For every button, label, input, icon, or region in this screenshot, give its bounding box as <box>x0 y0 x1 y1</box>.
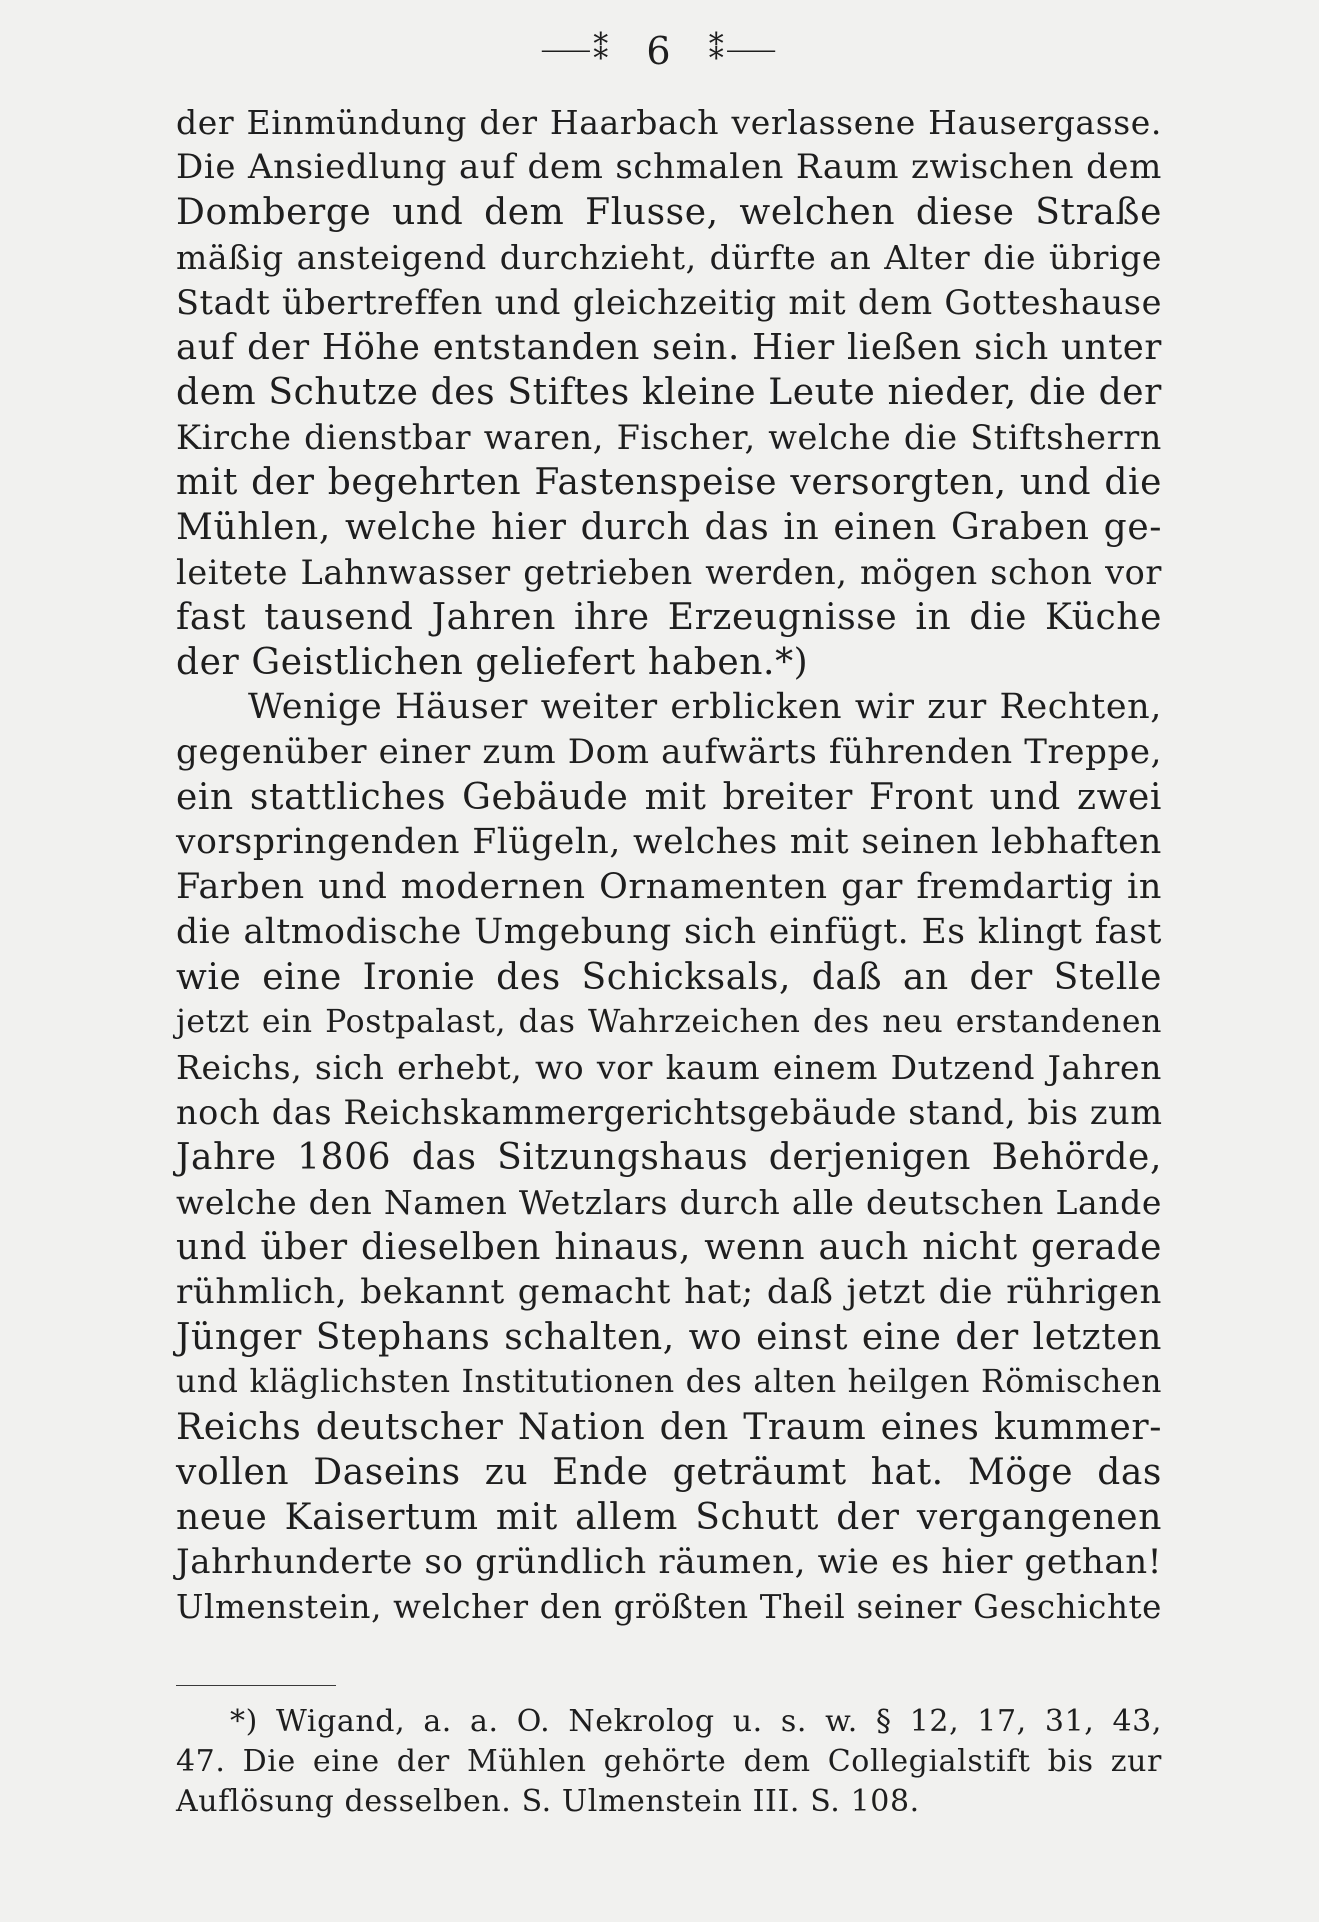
text-line: wie eine Ironie des Schicksals, daß an der Stelle <box>176 957 1162 998</box>
text-line: rühmlich, bekannt gemacht hat; daß jetzt die rührigen <box>176 1272 1162 1312</box>
text-line: ein stattliches Gebäude mit breiter Front und zwei <box>176 777 1162 818</box>
text-line: Wenige Häuser weiter erblicken wir zur Rechten, <box>248 687 1162 727</box>
text-line: leitete Lahnwasser getrieben werden, mögen schon vor <box>176 553 1162 592</box>
footnote-line: Auflösung desselben. S. Ulmenstein III. S. 108. <box>176 1784 920 1819</box>
text-line: Jünger Stephans schalten, wo einst eine der letzten <box>176 1317 1162 1358</box>
text-line: und kläglichsten Institutionen des alten heilgen Römischen <box>176 1364 1162 1400</box>
text-line: welche den Namen Wetzlars durch alle deutschen Lande <box>176 1183 1162 1222</box>
text-line: und über dieselben hinaus, wenn auch nicht gerade <box>176 1227 1162 1268</box>
text-line: auf der Höhe entstanden sein. Hier ließen sich unter <box>176 327 1162 368</box>
text-line: Jahre 1806 das Sitzungshaus derjenigen Behörde, <box>176 1137 1162 1178</box>
footnote <box>176 1702 1162 1822</box>
page-number: 6 <box>646 28 673 73</box>
text-line: Die Ansiedlung auf dem schmalen Raum zwischen dem <box>176 147 1162 187</box>
footnote-divider <box>176 1685 336 1686</box>
text-line: Reichs deutscher Nation den Traum eines kummer- <box>176 1407 1162 1448</box>
text-line: mäßig ansteigend durchzieht, dürfte an Alter die übrige <box>176 238 1162 277</box>
text-line: Domberge und dem Flusse, welchen diese Straße <box>176 192 1162 233</box>
header-ornament-left: ⸺⁑ <box>540 32 611 68</box>
text-line: jetzt ein Postpalast, das Wahrzeichen des neu erstandenen <box>176 1004 1162 1040</box>
footnote-line: *) Wigand, a. a. O. Nekrolog u. s. w. § 12, 17, 31, 43, <box>230 1704 1162 1739</box>
text-line: Stadt übertreffen und gleichzeitig mit dem Gotteshause <box>176 283 1162 322</box>
text-line: fast tausend Jahren ihre Erzeugnisse in die Küche <box>176 597 1162 638</box>
text-line: vorspringenden Flügeln, welches mit seinen lebhaften <box>176 822 1162 862</box>
text-line: dem Schutze des Stiftes kleine Leute nieder, die der <box>176 372 1162 413</box>
text-line: vollen Daseins zu Ende geträumt hat. Möge das <box>176 1452 1162 1493</box>
text-line: Reichs, sich erhebt, wo vor kaum einem Dutzend Jahren <box>176 1048 1162 1087</box>
text-line: die altmodische Umgebung sich einfügt. Es klingt fast <box>176 912 1162 952</box>
main-text <box>176 100 1162 1630</box>
footnote-line: 47. Die eine der Mühlen gehörte dem Collegialstift bis zur <box>176 1744 1162 1779</box>
text-line: neue Kaisertum mit allem Schutt der vergangenen <box>176 1497 1162 1538</box>
text-line: Farben und modernen Ornamenten gar fremdartig in <box>176 867 1162 907</box>
text-line: noch das Reichskammergerichtsgebäude stand, bis zum <box>176 1093 1163 1132</box>
text-line: Kirche dienstbar waren, Fischer, welche die Stiftsherrn <box>176 418 1162 457</box>
text-line: Jahrhunderte so gründlich räumen, wie es hier gethan! <box>176 1542 1162 1582</box>
text-line: Ulmenstein, welcher den größten Theil seiner Geschichte <box>176 1588 1162 1626</box>
text-line: der Geistlichen geliefert haben.*) <box>176 642 809 683</box>
page-header <box>0 22 1319 76</box>
text-line: gegenüber einer zum Dom aufwärts führenden Treppe, <box>176 732 1162 772</box>
text-line: mit der begehrten Fastenspeise versorgten, und die <box>176 462 1162 503</box>
text-line: Mühlen, welche hier durch das in einen Graben ge- <box>176 507 1162 548</box>
text-line: der Einmündung der Haarbach verlassene Hausergasse. <box>176 103 1162 142</box>
header-ornament-right: ⁑⸺ <box>708 32 779 68</box>
